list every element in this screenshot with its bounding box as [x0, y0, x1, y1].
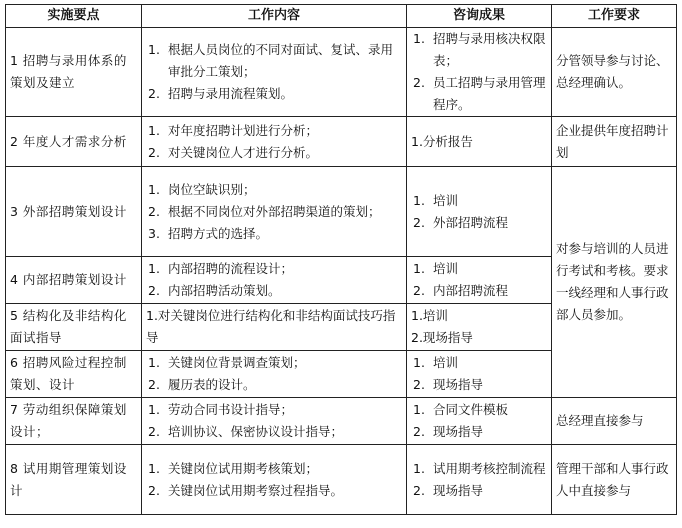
row-result: [407, 167, 552, 257]
row-point: 2 年度人才需求分析: [6, 117, 142, 167]
list-item: 2. 招聘与录用流程策划。: [148, 86, 294, 101]
header-work-content: 工作内容: [142, 5, 407, 28]
row-result: [407, 351, 552, 398]
list-item: 2. 现场指导: [413, 377, 484, 392]
list-item: 1.对关键岗位进行结构化和非结构面试技巧指导: [146, 308, 396, 345]
row-content: [142, 445, 407, 515]
row-content: [142, 117, 407, 167]
list-item: 1. 培训: [413, 355, 459, 370]
list-item: 1. 关键岗位试用期考核策划；: [148, 460, 319, 476]
row-content: [142, 28, 407, 117]
row-content: [142, 167, 407, 257]
list-item: 1. 对年度招聘计划进行分析；: [148, 122, 319, 138]
list-item: 3. 招聘方式的选择。: [148, 225, 269, 241]
list-item: 2. 关键岗位试用期考察过程指导。: [148, 482, 344, 498]
list-item: 1. 试用期考核控制流程: [413, 460, 546, 476]
list-item: 1.培训: [411, 308, 448, 323]
header-work-requirement: 工作要求: [552, 5, 677, 28]
row-result: [407, 257, 552, 304]
table-row: [6, 28, 677, 117]
table-row: [6, 167, 677, 257]
row-result: [407, 117, 552, 167]
list-item: 1. 培训: [413, 261, 459, 276]
list-item: 1.分析报告: [411, 133, 473, 149]
row-requirement: 对参与培训的人员进行考试和考核。要求一线经理和人事行政部人员参加。: [552, 167, 677, 398]
list-item: 2. 员工招聘与录用管理程序。: [413, 75, 546, 112]
row-point: 3 外部招聘策划设计: [6, 167, 142, 257]
list-item: 1. 关键岗位背景调查策划；: [148, 355, 306, 370]
row-content: [142, 398, 407, 445]
row-content: [142, 304, 407, 351]
list-item: 2. 对关键岗位人才进行分析。: [148, 144, 319, 160]
list-item: 1. 劳动合同书设计指导；: [148, 402, 294, 417]
row-point: 4 内部招聘策划设计: [6, 257, 142, 304]
list-item: 1. 合同文件模板: [413, 402, 509, 417]
list-item: 1. 培训: [413, 192, 459, 208]
list-item: 2. 根据不同岗位对外部招聘渠道的策划；: [148, 203, 381, 219]
table-header-row: [6, 5, 677, 28]
row-result: [407, 304, 552, 351]
row-result: [407, 398, 552, 445]
list-item: 1. 岗位空缺识别；: [148, 181, 256, 197]
row-point: 5 结构化及非结构化面试指导: [6, 304, 142, 351]
consulting-plan-table: [5, 4, 677, 515]
row-content: [142, 257, 407, 304]
list-item: 1. 内部招聘的流程设计；: [148, 261, 294, 276]
row-point: 7 劳动组织保障策划设计；: [6, 398, 142, 445]
list-item: 2. 内部招聘活动策划。: [148, 283, 281, 298]
list-item: 2. 内部招聘流程: [413, 283, 509, 298]
list-item: 2.现场指导: [411, 330, 473, 345]
list-item: 2. 现场指导: [413, 424, 484, 439]
list-item: 2. 培训协议、保密协议设计指导；: [148, 424, 344, 439]
row-point: 1 招聘与录用体系的策划及建立: [6, 28, 142, 117]
table-row: [6, 117, 677, 167]
list-item: 2. 现场指导: [413, 482, 484, 498]
row-result: [407, 28, 552, 117]
row-requirement: 总经理直接参与: [552, 398, 677, 445]
row-requirement: 企业提供年度招聘计划: [552, 117, 677, 167]
table-row: [6, 445, 677, 515]
row-point: 6 招聘风险过程控制策划、设计: [6, 351, 142, 398]
header-implementation-point: 实施要点: [6, 5, 142, 28]
list-item: 2. 外部招聘流程: [413, 214, 509, 230]
list-item: 2. 履历表的设计。: [148, 377, 256, 392]
row-content: [142, 351, 407, 398]
list-item: 1. 根据人员岗位的不同对面试、复试、录用审批分工策划；: [148, 42, 394, 79]
row-requirement: 管理干部和人事行政人中直接参与: [552, 445, 677, 515]
table-row: [6, 398, 677, 445]
list-item: 1. 招聘与录用核决权限表；: [413, 31, 546, 68]
header-consulting-result: 咨询成果: [407, 5, 552, 28]
row-result: [407, 445, 552, 515]
row-requirement: 分管领导参与讨论、总经理确认。: [552, 28, 677, 117]
row-point: 8 试用期管理策划设计: [6, 445, 142, 515]
